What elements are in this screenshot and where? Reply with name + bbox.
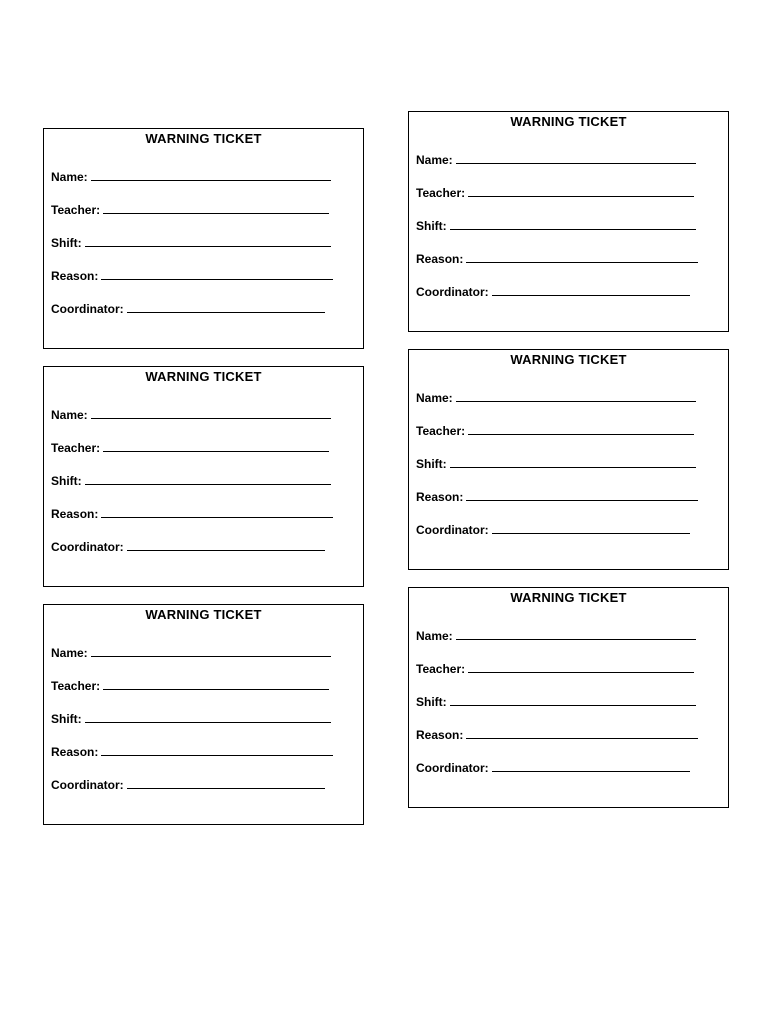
ticket-title: WARNING TICKET <box>145 131 262 146</box>
reason-field <box>51 267 333 283</box>
coordinator-blank[interactable] <box>127 312 325 313</box>
shift-blank[interactable] <box>85 484 331 485</box>
coordinator-field <box>51 300 325 316</box>
teacher-blank[interactable] <box>468 196 694 197</box>
shift-field <box>416 217 696 233</box>
name-field <box>51 406 331 422</box>
shift-field <box>51 472 331 488</box>
teacher-label: Teacher: <box>416 186 466 200</box>
reason-field <box>416 488 698 504</box>
reason-field <box>51 505 333 521</box>
coordinator-blank[interactable] <box>492 771 690 772</box>
warning-ticket <box>43 128 364 349</box>
coordinator-label: Coordinator: <box>416 523 489 537</box>
name-field <box>416 627 696 643</box>
reason-label: Reason: <box>51 507 99 521</box>
coordinator-field <box>416 759 690 775</box>
ticket-title: WARNING TICKET <box>510 114 627 129</box>
teacher-field <box>416 422 694 438</box>
name-blank[interactable] <box>91 656 331 657</box>
teacher-field <box>416 660 694 676</box>
teacher-blank[interactable] <box>468 434 694 435</box>
warning-ticket <box>408 111 729 332</box>
name-label: Name: <box>416 153 453 167</box>
teacher-blank[interactable] <box>103 689 329 690</box>
coordinator-field <box>51 538 325 554</box>
name-blank[interactable] <box>91 418 331 419</box>
coordinator-blank[interactable] <box>127 788 325 789</box>
warning-ticket <box>43 604 364 825</box>
warning-ticket <box>408 587 729 808</box>
shift-blank[interactable] <box>450 229 696 230</box>
name-label: Name: <box>416 391 453 405</box>
ticket-title: WARNING TICKET <box>510 590 627 605</box>
teacher-field <box>416 184 694 200</box>
reason-blank[interactable] <box>101 755 333 756</box>
reason-field <box>51 743 333 759</box>
teacher-label: Teacher: <box>416 662 466 676</box>
shift-blank[interactable] <box>85 246 331 247</box>
teacher-blank[interactable] <box>103 451 329 452</box>
coordinator-field <box>416 521 690 537</box>
shift-label: Shift: <box>51 474 82 488</box>
shift-label: Shift: <box>416 695 447 709</box>
coordinator-label: Coordinator: <box>51 302 124 316</box>
reason-label: Reason: <box>51 269 99 283</box>
teacher-field <box>51 439 329 455</box>
teacher-label: Teacher: <box>51 203 101 217</box>
ticket-title: WARNING TICKET <box>510 352 627 367</box>
shift-field <box>416 693 696 709</box>
name-blank[interactable] <box>456 163 696 164</box>
teacher-field <box>51 677 329 693</box>
coordinator-label: Coordinator: <box>51 540 124 554</box>
ticket-title: WARNING TICKET <box>145 369 262 384</box>
reason-blank[interactable] <box>466 738 698 739</box>
name-label: Name: <box>416 629 453 643</box>
shift-label: Shift: <box>416 457 447 471</box>
name-field <box>51 168 331 184</box>
name-blank[interactable] <box>456 401 696 402</box>
shift-blank[interactable] <box>450 467 696 468</box>
reason-label: Reason: <box>416 252 464 266</box>
reason-blank[interactable] <box>466 500 698 501</box>
name-blank[interactable] <box>91 180 331 181</box>
teacher-label: Teacher: <box>51 441 101 455</box>
shift-label: Shift: <box>416 219 447 233</box>
shift-blank[interactable] <box>85 722 331 723</box>
name-blank[interactable] <box>456 639 696 640</box>
reason-blank[interactable] <box>466 262 698 263</box>
name-field <box>416 151 696 167</box>
shift-blank[interactable] <box>450 705 696 706</box>
reason-field <box>416 726 698 742</box>
warning-ticket <box>408 349 729 570</box>
name-field <box>416 389 696 405</box>
shift-label: Shift: <box>51 236 82 250</box>
reason-label: Reason: <box>51 745 99 759</box>
teacher-label: Teacher: <box>51 679 101 693</box>
teacher-blank[interactable] <box>468 672 694 673</box>
shift-label: Shift: <box>51 712 82 726</box>
teacher-label: Teacher: <box>416 424 466 438</box>
shift-field <box>51 710 331 726</box>
name-label: Name: <box>51 408 88 422</box>
teacher-field <box>51 201 329 217</box>
coordinator-label: Coordinator: <box>51 778 124 792</box>
reason-blank[interactable] <box>101 279 333 280</box>
ticket-title: WARNING TICKET <box>145 607 262 622</box>
reason-label: Reason: <box>416 728 464 742</box>
coordinator-field <box>416 283 690 299</box>
coordinator-blank[interactable] <box>492 295 690 296</box>
name-label: Name: <box>51 646 88 660</box>
coordinator-label: Coordinator: <box>416 285 489 299</box>
teacher-blank[interactable] <box>103 213 329 214</box>
coordinator-field <box>51 776 325 792</box>
reason-field <box>416 250 698 266</box>
shift-field <box>51 234 331 250</box>
coordinator-blank[interactable] <box>127 550 325 551</box>
reason-blank[interactable] <box>101 517 333 518</box>
shift-field <box>416 455 696 471</box>
name-field <box>51 644 331 660</box>
reason-label: Reason: <box>416 490 464 504</box>
coordinator-blank[interactable] <box>492 533 690 534</box>
coordinator-label: Coordinator: <box>416 761 489 775</box>
warning-ticket <box>43 366 364 587</box>
name-label: Name: <box>51 170 88 184</box>
